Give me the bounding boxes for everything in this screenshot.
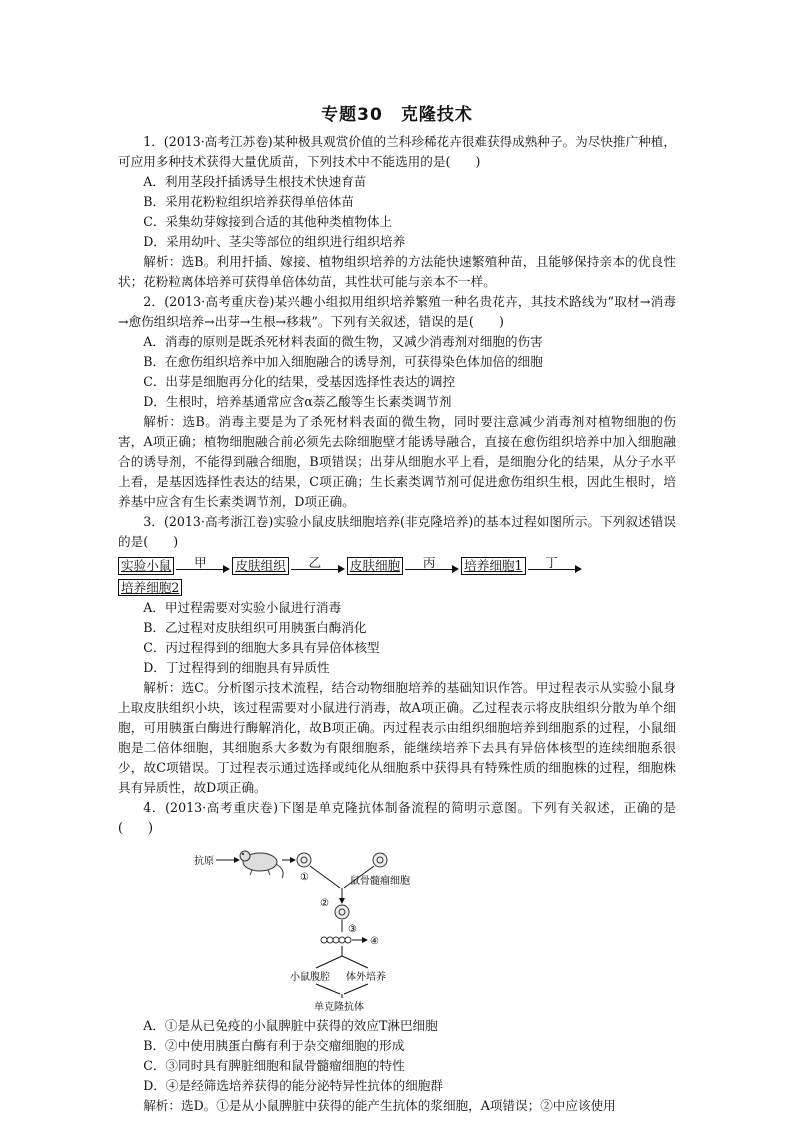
flow-step-bing: 丙 xyxy=(422,555,436,570)
flow-arrow-jia xyxy=(176,556,230,576)
label-monoclonal-antibody: 单克隆抗体 xyxy=(314,1002,364,1012)
question-1-analysis: 解析：选B。利用扦插、嫁接、植物组织培养的方法能快速繁殖种苗，且能够保持亲本的优良性状；花粉粒离体培养可获得单倍体幼苗，其性状可能与亲本不一样。 xyxy=(118,254,676,289)
question-1-stem: 1．(2013·高考江苏卷)某种极具观赏价值的兰科珍稀花卉很难获得成熟种子。为尽快推广种植，可应用多种技术获得大量优质苗，下列技术中不能选用的是( ) xyxy=(118,134,676,169)
spleen-cell-icon xyxy=(297,853,311,867)
flow-node-cultured-cells-1: 培养细胞1 xyxy=(461,557,525,575)
question-4-option-a: A．①是从已免疫的小鼠脾脏中获得的效应T淋巴细胞 xyxy=(143,1018,438,1033)
flow-step-yi: 乙 xyxy=(308,555,322,570)
flow-node-mouse: 实验小鼠 xyxy=(118,557,174,575)
culture-flow-diagram xyxy=(118,554,676,578)
monoclonal-antibody-diagram xyxy=(190,844,570,1012)
flow-step-jia: 甲 xyxy=(194,555,207,570)
flow-arrow-yi xyxy=(291,556,345,576)
label-in-vitro: 体外培养 xyxy=(346,972,386,983)
cell-colony-icon xyxy=(321,937,351,943)
flow-arrow-ding xyxy=(528,556,582,576)
flow-node-skin-cells: 皮肤细胞 xyxy=(347,557,403,575)
question-4-analysis: 解析：选D。①是从小鼠脾脏中获得的能产生抗体的浆细胞，A项错误；②中应该使用 xyxy=(143,1098,616,1113)
question-2-option-c: C．出芽是细胞再分化的结果，受基因选择性表达的调控 xyxy=(143,374,456,389)
question-4-option-d: D．④是经筛选培养获得的能分泌特异性抗体的细胞群 xyxy=(143,1078,443,1093)
label-step-4: ④ xyxy=(370,936,379,947)
question-3-option-a: A．甲过程需要对实验小鼠进行消毒 xyxy=(143,600,342,615)
label-mouse-abdomen: 小鼠腹腔 xyxy=(290,972,330,983)
question-4-option-b: B．②中使用胰蛋白酶有利于杂交瘤细胞的形成 xyxy=(143,1038,405,1053)
question-3-analysis: 解析：选C。分析图示技术流程，结合动物细胞培养的基础知识作答。甲过程表示从实验小鼠身上取皮肤组织小块，该过程需要对小鼠进行消毒，故A项正确。乙过程表示将皮肤组织分散为单个细胞，可用胰蛋白酶进行酶解消化，故B项正确。丙过程表示由组织细胞培养到细胞系的过程，小鼠细胞是二倍体细胞，其细胞系大多数为有限细胞系，能继续培养下去具有异倍体核型的连续细胞系很少，故C项错误。丁过程表示通过选择或纯化从细胞系中获得具有特殊性质的细胞株的过程，细胞株具有异质性，故D项正确。 xyxy=(118,680,676,795)
question-3-stem: 3．(2013·高考浙江卷)实验小鼠皮肤细胞培养(非克隆培养)的基本过程如图所示。下列叙述错误的是( ) xyxy=(118,514,676,549)
question-4-option-c: C．③同时具有脾脏细胞和鼠骨髓瘤细胞的特性 xyxy=(143,1058,405,1073)
flow-arrow-bing xyxy=(405,556,459,576)
question-3-option-b: B．乙过程对皮肤组织可用胰蛋白酶消化 xyxy=(143,620,367,635)
question-2-option-b: B．在愈伤组织培养中加入细胞融合的诱导剂，可获得染色体加倍的细胞 xyxy=(143,354,543,369)
question-1-option-b: B．采用花粉粒组织培养获得单倍体苗 xyxy=(143,194,354,209)
question-2-option-d: D．生根时，培养基通常应含α萘乙酸等生长素类调节剂 xyxy=(143,394,452,409)
question-2-stem: 2．(2013·高考重庆卷)某兴趣小组拟用组织培养繁殖一种名贵花卉，其技术路线为“取材→消毒→愈伤组织培养→出芽→生根→移栽”。下列有关叙述，错误的是( ) xyxy=(118,294,676,329)
label-step-3: ③ xyxy=(348,924,357,935)
myeloma-cell-icon xyxy=(373,853,387,867)
question-3-option-d: D．丁过程得到的细胞具有异质性 xyxy=(143,660,330,675)
question-2-analysis: 解析：选B。消毒主要是为了杀死材料表面的微生物，同时要注意减少消毒剂对植物细胞的伤害，A项正确；植物细胞融合前必须先去除细胞壁才能诱导融合，直接在愈伤组织培养中加入细胞融合的诱导剂，不能得到融合细胞，B项错误；出芽从细胞水平上看，是细胞分化的结果，从分子水平上看，是基因选择性表达的结果，C项正确；生长素类调节剂可促进愈伤组织生根，因此生根时，培养基中应含有生长素类调节剂，D项正确。 xyxy=(118,414,676,509)
label-step-1: ① xyxy=(300,872,309,883)
question-1-option-c: C．采集幼芽嫁接到合适的其他种类植物体上 xyxy=(143,214,393,229)
mouse-icon xyxy=(240,851,283,878)
flow-step-ding: 丁 xyxy=(545,555,558,570)
document-body xyxy=(118,132,676,1116)
label-step-2: ② xyxy=(320,898,329,909)
flow-node-skin-tissue: 皮肤组织 xyxy=(232,557,288,575)
question-4-stem: 4．(2013·高考重庆卷)下图是单克隆抗体制备流程的简明示意图。下列有关叙述，正确的是( ) xyxy=(118,800,676,835)
label-myeloma: 鼠骨髓瘤细胞 xyxy=(350,876,410,887)
monoclonal-flow-svg xyxy=(190,844,570,1012)
question-1-option-a: A．利用茎段扦插诱导生根技术快速育苗 xyxy=(143,174,367,189)
hybridoma-cell-icon xyxy=(335,905,349,919)
question-3-option-c: C．丙过程得到的细胞大多具有异倍体核型 xyxy=(143,640,380,655)
question-1-option-d: D．采用幼叶、茎尖等部位的组织进行组织培养 xyxy=(143,234,406,249)
question-2-option-a: A．消毒的原则是既杀死材料表面的微生物，又减少消毒剂对细胞的伤害 xyxy=(143,334,543,349)
page-title: 专题30 克隆技术 xyxy=(321,105,473,125)
label-antigen: 抗原 xyxy=(194,856,214,867)
flow-node-cultured-cells-2: 培养细胞2 xyxy=(118,579,182,596)
